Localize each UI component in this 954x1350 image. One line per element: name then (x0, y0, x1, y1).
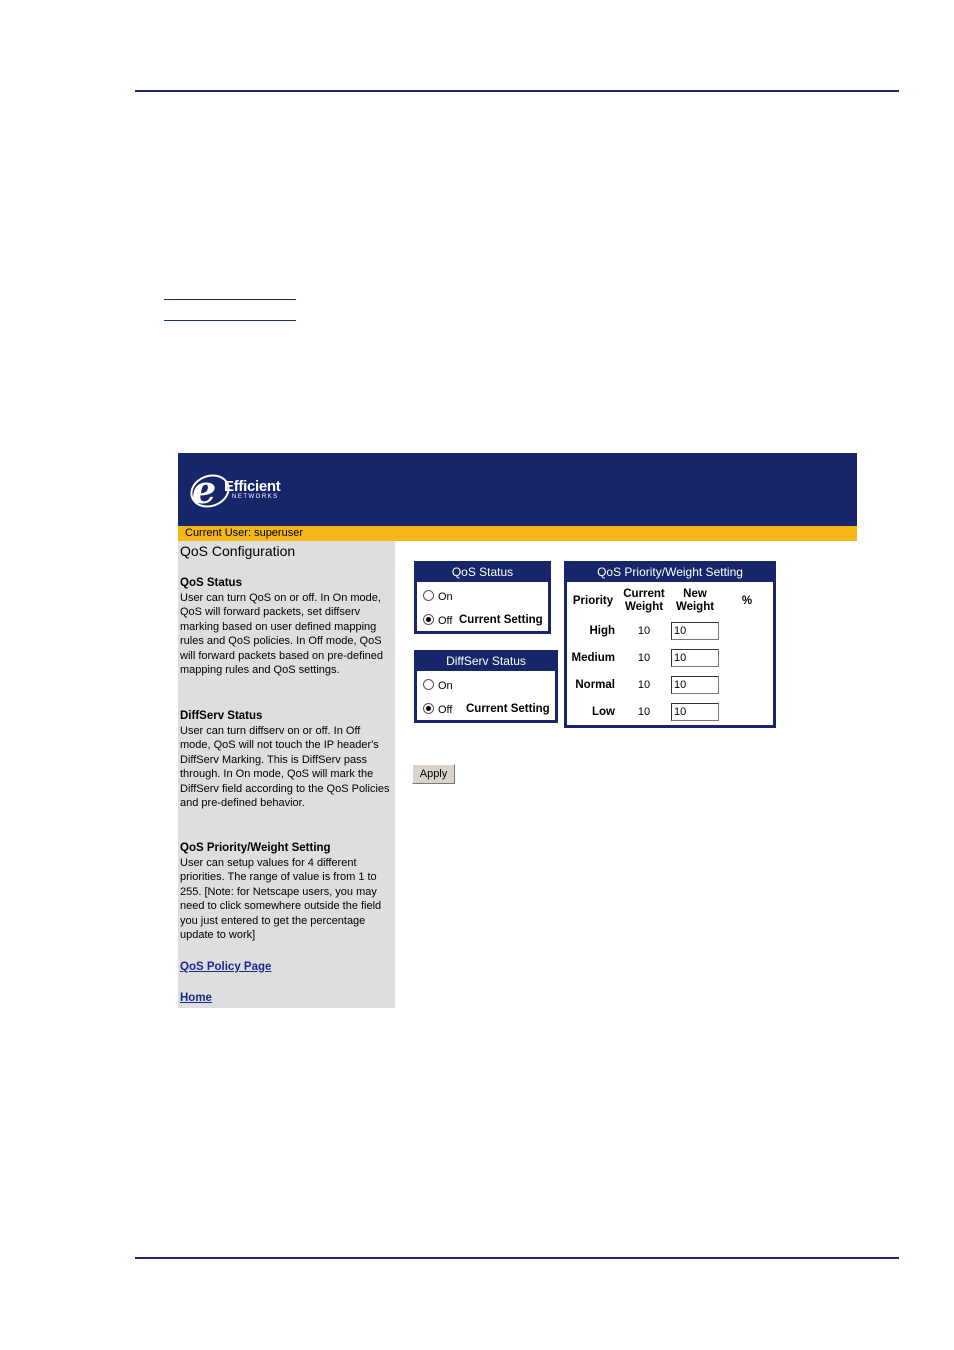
qos-on-label: On (438, 591, 453, 603)
percent-value (721, 671, 773, 698)
priority-weight-title: QoS Priority/Weight Setting (567, 564, 773, 582)
priority-weight-table (567, 585, 773, 725)
diffserv-current-setting: Current Setting (466, 703, 550, 715)
priority-name: Medium (571, 651, 615, 664)
new-weight-input-medium[interactable] (671, 649, 719, 667)
table-row (567, 698, 773, 725)
diffserv-on-option[interactable] (423, 679, 453, 693)
new-weight-input-normal[interactable] (671, 676, 719, 694)
qos-on-radio[interactable] (423, 590, 434, 601)
priority-weight-panel (564, 561, 776, 728)
qos-on-option[interactable] (423, 590, 453, 604)
current-weight-value: 10 (637, 651, 651, 664)
help-sidebar (178, 541, 395, 1008)
new-weight-header: New Weight (675, 588, 715, 613)
logo-e-icon: e (192, 467, 217, 512)
current-user-bar (178, 526, 857, 541)
priority-name: Normal (575, 678, 615, 691)
diffserv-on-radio[interactable] (423, 679, 434, 690)
router-config-screenshot (178, 453, 857, 1008)
help-section-priority-weight (180, 841, 390, 943)
percent-value (721, 698, 773, 725)
priority-name: Low (592, 705, 615, 718)
document-link-underline (164, 299, 296, 300)
new-weight-input-high[interactable] (671, 622, 719, 640)
help-heading: DiffServ Status (180, 710, 263, 722)
document-link-underline (164, 320, 296, 321)
diffserv-on-label: On (438, 680, 453, 692)
home-link[interactable]: Home (180, 992, 212, 1004)
efficient-networks-logo (192, 467, 302, 512)
logo-subtitle: NETWORKS (232, 494, 279, 500)
diffserv-status-title: DiffServ Status (417, 653, 555, 671)
new-weight-input-low[interactable] (671, 703, 719, 721)
current-weight-value: 10 (637, 624, 651, 637)
current-weight-value: 10 (637, 705, 651, 718)
diffserv-off-label: Off (438, 704, 453, 716)
diffserv-off-radio[interactable] (423, 703, 434, 714)
qos-off-option[interactable] (423, 614, 452, 628)
qos-off-radio[interactable] (423, 614, 434, 625)
qos-off-label: Off (438, 615, 453, 627)
current-weight-header: Current Weight (623, 588, 665, 613)
help-heading: QoS Status (180, 577, 242, 589)
header-banner (178, 453, 857, 526)
page-top-rule (135, 90, 899, 92)
qos-policy-page-link[interactable]: QoS Policy Page (180, 961, 272, 973)
diffserv-off-option[interactable] (423, 703, 452, 717)
percent-value (721, 644, 773, 671)
diffserv-status-panel (414, 650, 558, 723)
priority-name: High (589, 624, 615, 637)
percent-header: % (741, 594, 753, 607)
logo-wordmark: Efficient (224, 478, 281, 495)
qos-status-panel (414, 561, 551, 634)
help-section-diffserv-status (180, 709, 390, 811)
page-title: QoS Configuration (180, 543, 296, 559)
table-row (567, 617, 773, 644)
table-row (567, 644, 773, 671)
page-bottom-rule (135, 1257, 899, 1259)
qos-current-setting: Current Setting (459, 614, 543, 626)
table-row (567, 671, 773, 698)
help-heading: QoS Priority/Weight Setting (180, 842, 331, 854)
priority-header: Priority (572, 594, 614, 607)
help-section-qos-status (180, 576, 390, 678)
qos-status-title: QoS Status (417, 564, 548, 582)
current-user-label: Current User: superuser (185, 527, 303, 539)
help-body: User can setup values for 4 different priorities. The range of value is from 1 to 255. [Note: for Netscape users, you may need to click somewhere outside the field you just entered to get the percentage update to work] (180, 856, 382, 941)
table-header-row (567, 585, 773, 617)
percent-value (721, 617, 773, 644)
apply-button[interactable]: Apply (412, 764, 455, 784)
current-weight-value: 10 (637, 678, 651, 691)
help-body: User can turn diffserv on or off. In Off mode, QoS will not touch the IP header's DiffServ Marking. This is DiffServ pass through. In On mode, QoS will mark the DiffServ field according to the QoS Policies and pre-defined behavior. (180, 724, 390, 809)
help-body: User can turn QoS on or off. In On mode, QoS will forward packets, set diffserv marking based on user defined mapping rules and QoS policies. In Off mode, QoS will forward packets based on pre-defined mapping rules and QoS settings. (180, 591, 384, 676)
